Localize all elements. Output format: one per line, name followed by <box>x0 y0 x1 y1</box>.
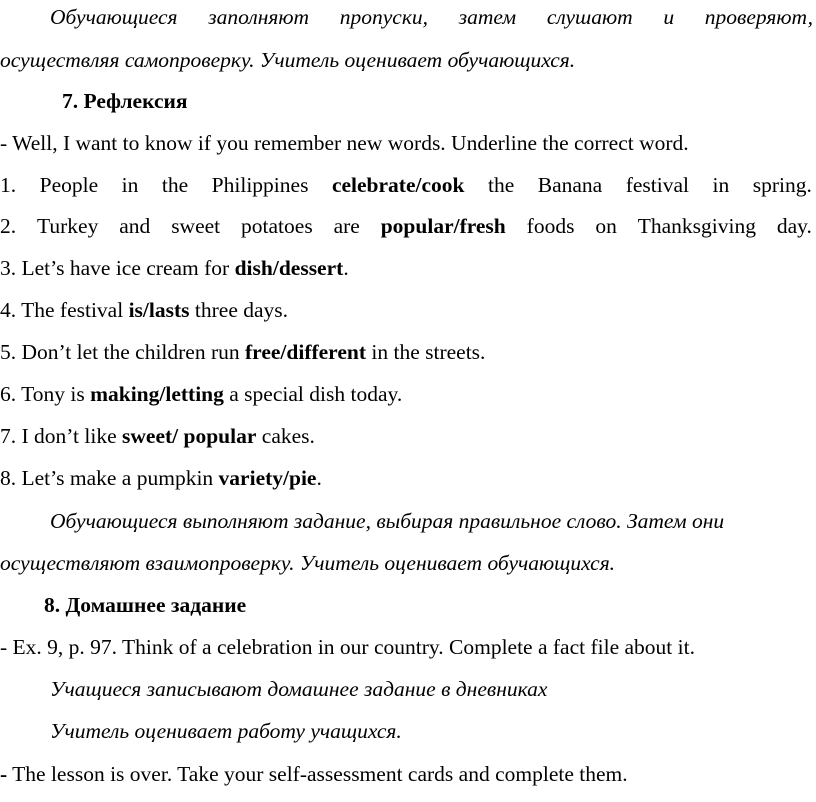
exercise-item-8 <box>0 463 816 493</box>
item-text: in the streets. <box>366 340 486 364</box>
homework-note-1: Учащиеся записывают домашнее задание в дневниках <box>50 677 548 701</box>
word: potatoes <box>241 214 313 238</box>
exercise-item-4 <box>0 295 816 325</box>
item-text: 4. The festival <box>0 298 129 322</box>
answer-options: free/different <box>245 340 366 364</box>
exercise-item-3 <box>0 253 816 283</box>
word: Turkey <box>37 214 99 238</box>
word: пропуски, <box>339 5 429 29</box>
exercise-item-1 <box>0 170 812 200</box>
section-7-note-line-1: Обучающиеся выполняют задание, выбирая правильное слово. Затем они <box>50 509 725 533</box>
word: People <box>39 173 99 197</box>
word: 2. <box>0 214 17 238</box>
homework-task: - Ex. 9, p. 97. Think of a celebration in our country. Complete a fact file about it. <box>0 635 695 659</box>
word: in <box>712 173 730 197</box>
item-text: 8. Let’s make a pumpkin <box>0 466 219 490</box>
intro-note-line-2: осуществляя самопроверку. Учитель оценивает обучающихся. <box>0 48 576 72</box>
word: Banana <box>537 173 603 197</box>
word: the <box>487 173 515 197</box>
answer-options: making/letting <box>90 382 224 406</box>
word: 1. <box>0 173 17 197</box>
answer-options: popular/fresh <box>380 214 506 238</box>
word: spring. <box>752 173 812 197</box>
answer-options: sweet/ popular <box>122 424 257 448</box>
item-text: a special dish today. <box>223 382 403 406</box>
section-7-note-line-2: осуществляют взаимопроверку. Учитель оценивает обучающихся. <box>0 551 616 575</box>
intro-note-line-1 <box>50 2 813 32</box>
exercise-item-5 <box>0 337 816 367</box>
item-text: three days. <box>189 298 289 322</box>
item-text: 7. I don’t like <box>0 424 123 448</box>
word: day. <box>776 214 812 238</box>
word: Thanksgiving <box>637 214 756 238</box>
exercise-item-2 <box>0 211 812 241</box>
item-text: . <box>343 256 349 280</box>
answer-options: celebrate/cook <box>331 173 465 197</box>
word: sweet <box>171 214 221 238</box>
word: и <box>663 5 675 29</box>
closing-line <box>0 759 816 789</box>
closing-text: The lesson is over. Take your self-assessment cards and complete them. <box>7 762 628 786</box>
item-text: . <box>316 466 322 490</box>
word: Обучающиеся <box>50 5 178 29</box>
word: foods <box>526 214 575 238</box>
word: затем <box>458 5 517 29</box>
section-7-heading: 7. Рефлексия <box>62 89 188 113</box>
word: слушают <box>546 5 633 29</box>
answer-options: variety/pie <box>218 466 317 490</box>
item-text: 3. Let’s have ice cream for <box>0 256 235 280</box>
word: festival <box>625 173 690 197</box>
homework-note-2: Учитель оценивает работу учащихся. <box>50 719 402 743</box>
word: on <box>595 214 617 238</box>
word: the <box>161 173 189 197</box>
section-7-intro: - Well, I want to know if you remember new words. Underline the correct word. <box>0 131 689 155</box>
word: заполняют <box>208 5 310 29</box>
word: проверяют, <box>704 5 813 29</box>
word: and <box>119 214 151 238</box>
section-8-heading: 8. Домашнее задание <box>44 593 247 617</box>
answer-options: dish/dessert <box>234 256 344 280</box>
answer-options: is/lasts <box>128 298 190 322</box>
item-text: 5. Don’t let the children run <box>0 340 246 364</box>
item-text: cakes. <box>256 424 315 448</box>
word: in <box>121 173 139 197</box>
item-text: 6. Tony is <box>0 382 91 406</box>
exercise-item-7 <box>0 421 816 451</box>
closing-dash: - <box>0 762 8 786</box>
word: are <box>333 214 360 238</box>
word: Philippines <box>211 173 309 197</box>
exercise-item-6 <box>0 379 816 409</box>
